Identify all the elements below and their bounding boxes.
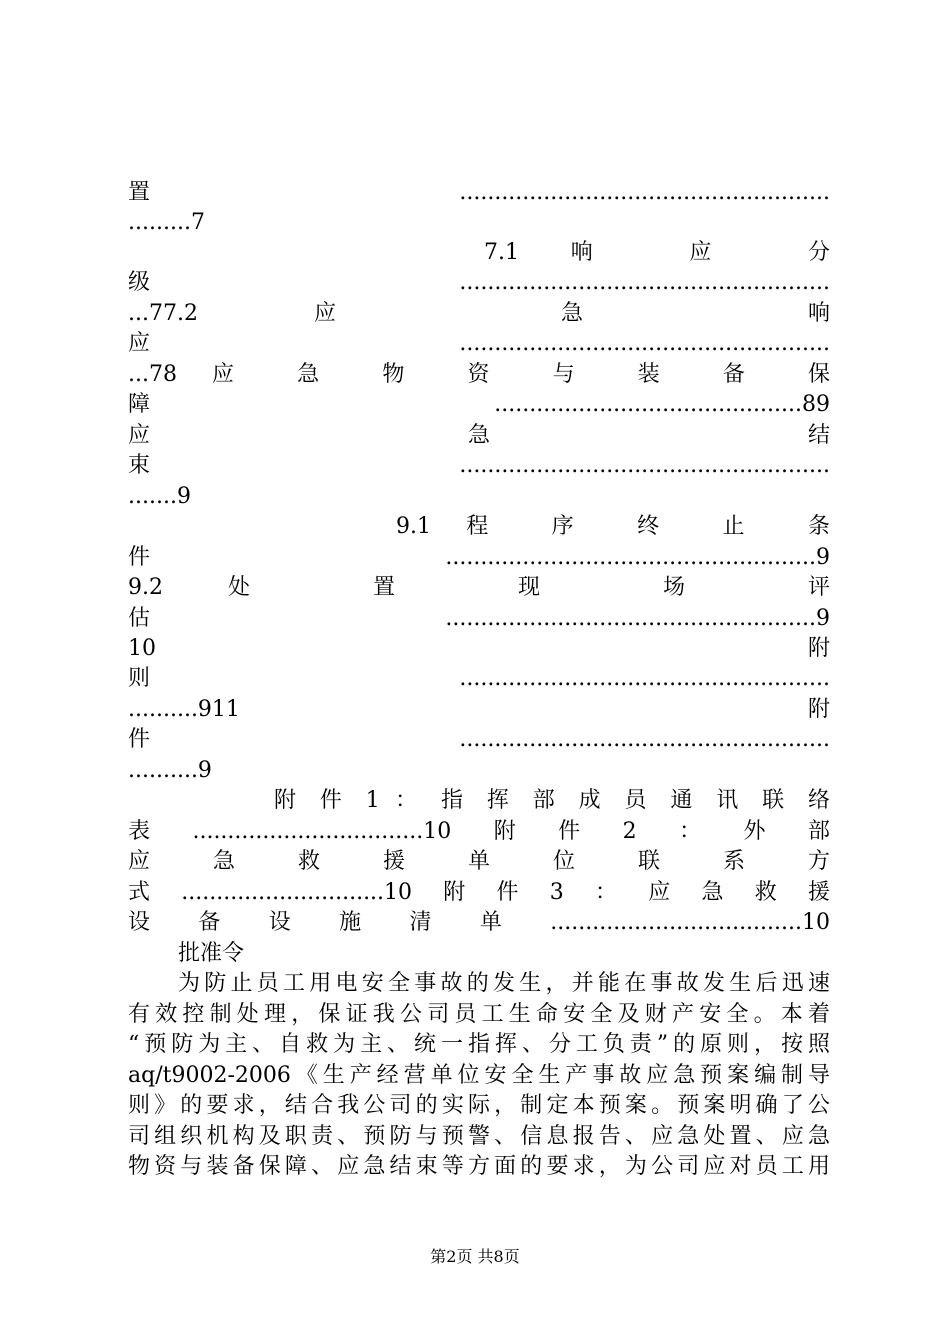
body-line: “预防为主、自救为主、统一指挥、分工负责”的原则，按照 (128, 1032, 830, 1057)
toc-line: ..........9 (128, 758, 212, 783)
toc-line: 10 附 (128, 636, 830, 661)
toc-line: 级..................................................... (128, 270, 830, 295)
body-line: 物资与装备保障、应急结束等方面的要求，为公司应对员工用 (128, 1154, 830, 1179)
toc-line: 应 急 救 援 单 位 联 系 方 (128, 849, 830, 874)
toc-line: ..........911 附 (128, 697, 830, 722)
toc-line: 障............................................89 (128, 392, 830, 417)
section-heading: 批准令 (178, 941, 245, 966)
toc-line: .......9 (128, 484, 191, 509)
toc-line: 件..................................................... (128, 727, 830, 752)
toc-line: 置..................................................... (128, 180, 830, 205)
body-line: aq/t9002-2006《生产经营单位安全生产事故应急预案编制导 (128, 1063, 830, 1088)
toc-line: 表.................................10附件2：外部 (128, 819, 830, 844)
page-number-footer: 第2页 共8页 (430, 1247, 520, 1266)
toc-line: 9.1 程 序 终 止 条 (396, 514, 830, 539)
toc-line: 9.2 处 置 现 场 评 (128, 575, 830, 600)
toc-line: .........7 (128, 210, 205, 235)
toc-line: 束..................................................... (128, 453, 830, 478)
toc-line: 附 件 1 ： 指 挥 部 成 员 通 讯 联 络 (274, 788, 830, 813)
toc-line: 估.....................................................9 (128, 606, 830, 631)
body-line: 则》的要求，结合我公司的实际，制定本预案。预案明确了公 (128, 1093, 830, 1118)
toc-line: ...77.2 应 急 响 (128, 301, 830, 326)
body-line: 为防止员工用电安全事故的发生，并能在事故发生后迅速 (178, 971, 830, 996)
body-line: 司组织机构及职责、预防与预警、信息报告、应急处置、应急 (128, 1124, 830, 1149)
toc-line: 件.....................................................9 (128, 545, 830, 570)
toc-line: 应 急 结 (128, 423, 830, 448)
toc-line: 设备设施清单....................................10 (128, 910, 830, 935)
toc-line: 应..................................................... (128, 331, 830, 356)
toc-line: 则..................................................... (128, 666, 830, 691)
toc-line: 7.1 响 应 分 (484, 240, 830, 265)
toc-line: ...78 应 急 物 资 与 装 备 保 (128, 362, 830, 387)
body-line: 有效控制处理，保证我公司员工生命安全及财产安全。本着 (128, 1002, 830, 1027)
toc-line: 式.............................10附件3：应急救援 (128, 880, 830, 905)
